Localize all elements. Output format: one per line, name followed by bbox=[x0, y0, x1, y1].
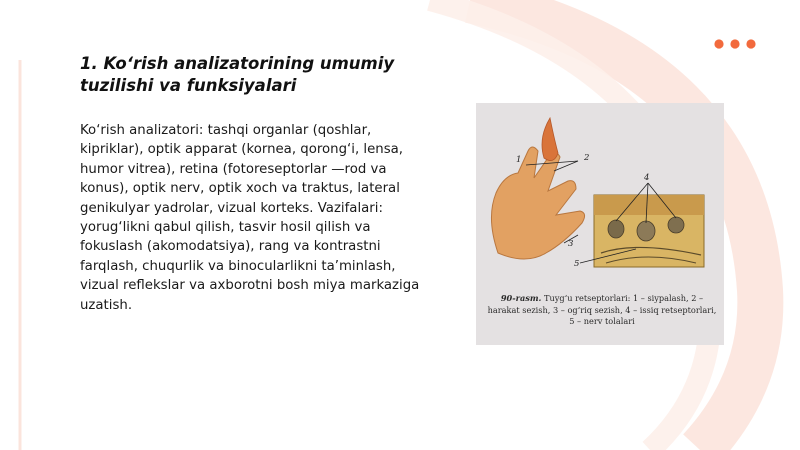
figure-label-3: 3 bbox=[568, 239, 574, 249]
receptor-figure bbox=[476, 103, 724, 345]
figure-caption bbox=[486, 293, 718, 328]
receptor-illustration bbox=[476, 103, 724, 293]
body-text: Ko‘rish analizatori: tashqi organlar (qoshlar, kipriklar), optik apparat (kornea, qorong‘i, lensa, humor vitrea), retina (fotoreseptorlar —rod va konus), optik nerv, optik xoch va traktus, lateral genikulyar yadrolar, vizual korteks. Vazifalari: yorug‘likni qabul qilish, tasvir hosil qilish va fokuslash (akomodatsiya), rang va kontrastni farqlash, chuqurlik va binocularlikni ta’minlash, vizual reflekslar va axborotni bosh miya markaziga uzatish. bbox=[80, 123, 420, 313]
figure-caption-text: Tuyg‘u retseptorlari: 1 – siypalash, 2 – harakat sezish, 3 – og‘riq sezish, 4 – issiq retseptorlari, 5 – nerv tolalari bbox=[487, 293, 717, 326]
figure-label-2: 2 bbox=[584, 153, 590, 163]
figure-label-1: 1 bbox=[516, 155, 522, 165]
figure-caption-number: 90-rasm. bbox=[500, 293, 542, 303]
slide-title: 1. Ko‘rish analizatorining umumiy tuzilishi va funksiyalari bbox=[80, 54, 395, 95]
figure-label-5: 5 bbox=[574, 259, 580, 269]
three-dots-icon bbox=[713, 38, 757, 50]
figure-label-4: 4 bbox=[644, 173, 650, 183]
